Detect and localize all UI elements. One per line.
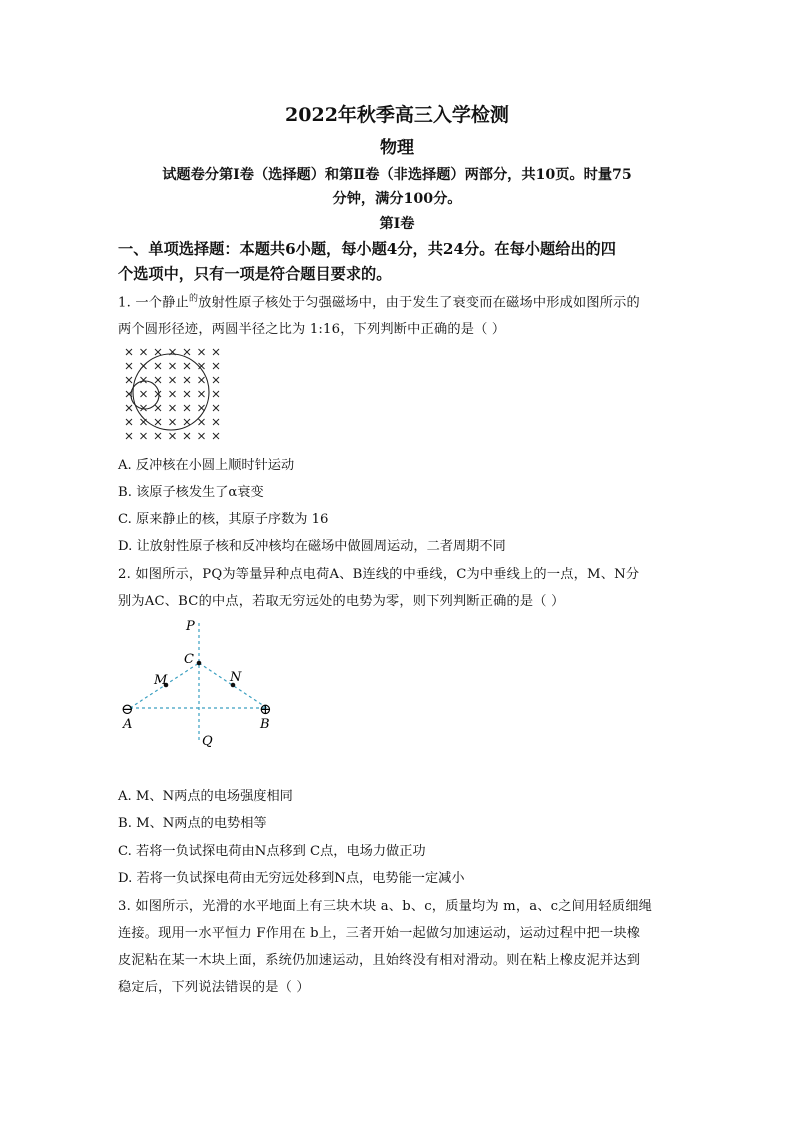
field-cross-mark xyxy=(184,419,190,425)
field-cross-mark xyxy=(213,349,219,355)
q1-magnetic-field-figure xyxy=(118,342,228,442)
q3-stem-line-1: 3. 如图所示，光滑的水平地面上有三块木块 a、b、c，质量均为 m，a、c之间用轻质细绳 xyxy=(118,899,652,914)
field-cross-mark xyxy=(170,405,176,411)
q2-option-c: C. 若将一负试探电荷由N点移到 C点，电场力做正功 xyxy=(118,844,426,859)
q1-option-d: D. 让放射性原子核和反冲核均在磁场中做圆周运动，二者周期不同 xyxy=(118,539,506,554)
field-cross-mark xyxy=(126,363,132,369)
field-cross-mark xyxy=(213,405,219,411)
q2-stem-line-1: 2. 如图所示，PQ为等量异种点电荷A、B连线的中垂线，C为中垂线上的一点，M、N分 xyxy=(118,567,640,582)
field-cross-mark xyxy=(184,377,190,383)
q2-option-b: B. M、N两点的电势相等 xyxy=(118,816,267,831)
label-q: Q xyxy=(202,734,213,749)
q3-stem-line-3: 皮泥粘在某一木块上面，系统仍加速运动，且始终没有相对滑动。则在粘上橡皮泥并达到 xyxy=(118,953,641,968)
field-cross-mark xyxy=(155,349,161,355)
field-cross-mark xyxy=(184,349,190,355)
field-cross-mark xyxy=(213,433,219,439)
field-cross-mark xyxy=(170,363,176,369)
q3-stem-line-2: 连接。现用一水平恒力 F作用在 b上，三者开始一起做匀加速运动，运动过程中把一块橡 xyxy=(118,926,641,941)
intro-line-1: 试题卷分第Ⅰ卷（选择题）和第Ⅱ卷（非选择题）两部分，共10页。时量75 xyxy=(162,167,632,183)
field-cross-mark xyxy=(141,349,147,355)
q2-option-a: A. M、N两点的电场强度相同 xyxy=(118,789,293,804)
q1-stem-rest: 放射性原子核处于匀强磁场中，由于发生了衰变而在磁场中形成如图所示的 xyxy=(198,295,640,311)
label-p: P xyxy=(186,619,195,634)
field-cross-mark xyxy=(213,363,219,369)
field-cross-mark xyxy=(170,433,176,439)
q2-charge-figure xyxy=(110,615,290,755)
field-cross-mark xyxy=(141,377,147,383)
field-cross-mark xyxy=(184,391,190,397)
field-cross-mark xyxy=(155,363,161,369)
positive-charge-b: ⊕ xyxy=(259,700,272,718)
label-m: M xyxy=(154,673,168,688)
label-n: N xyxy=(230,670,242,685)
label-a: A xyxy=(123,717,133,732)
q1-stem-line-1 xyxy=(118,291,678,310)
field-cross-mark xyxy=(199,377,205,383)
section-heading-line-2: 个选项中，只有一项是符合题目要求的。 xyxy=(118,265,392,283)
field-cross-mark xyxy=(126,419,132,425)
q1-option-c: C. 原来静止的核，其原子序数为 16 xyxy=(118,512,329,527)
field-cross-mark xyxy=(213,391,219,397)
q2-stem-line-2: 别为AC、BC的中点，若取无穷远处的电势为零，则下列判断正确的是（ ） xyxy=(118,594,565,609)
field-cross-mark xyxy=(213,377,219,383)
field-cross-mark xyxy=(170,419,176,425)
exam-title: 2022年秋季高三入学检测 xyxy=(285,104,509,126)
q1-stem-line-2: 两个圆形径迹，两圆半径之比为 1:16，下列判断中正确的是（ ） xyxy=(118,322,506,337)
field-cross-mark xyxy=(126,377,132,383)
q1-stem-start: 1. 一个静止 xyxy=(118,295,189,311)
q2-option-d: D. 若将一负试探电荷由无穷远处移到N点，电势能一定减小 xyxy=(118,871,465,886)
label-b: B xyxy=(260,717,270,732)
field-cross-mark xyxy=(141,433,147,439)
field-cross-mark xyxy=(199,391,205,397)
field-cross-mark xyxy=(184,405,190,411)
q3-stem-line-4: 稳定后，下列说法错误的是（ ） xyxy=(118,980,310,995)
negative-charge-a: ⊖ xyxy=(121,700,134,718)
point-c xyxy=(197,661,202,666)
q1-superscript: 的 xyxy=(188,294,199,304)
field-cross-mark xyxy=(155,377,161,383)
field-cross-mark xyxy=(126,433,132,439)
field-crosses xyxy=(126,349,219,439)
field-cross-mark xyxy=(126,349,132,355)
field-cross-mark xyxy=(199,419,205,425)
field-cross-mark xyxy=(213,419,219,425)
field-cross-mark xyxy=(155,433,161,439)
field-cross-mark xyxy=(155,391,161,397)
subject-title: 物理 xyxy=(380,138,414,158)
field-cross-mark xyxy=(199,405,205,411)
field-cross-mark xyxy=(141,391,147,397)
q1-option-b: B. 该原子核发生了α衰变 xyxy=(118,485,264,500)
intro-line-2: 分钟，满分100分。 xyxy=(332,191,462,207)
field-cross-mark xyxy=(170,377,176,383)
label-c: C xyxy=(184,652,194,667)
field-cross-mark xyxy=(199,349,205,355)
field-cross-mark xyxy=(155,405,161,411)
field-cross-mark xyxy=(184,433,190,439)
field-cross-mark xyxy=(170,391,176,397)
part-one-heading: 第Ⅰ卷 xyxy=(379,216,415,232)
field-cross-mark xyxy=(184,363,190,369)
field-cross-mark xyxy=(199,433,205,439)
section-heading-line-1: 一、单项选择题：本题共6小题，每小题4分，共24分。在每小题给出的四 xyxy=(118,240,616,258)
q1-option-a: A. 反冲核在小圆上顺时针运动 xyxy=(118,458,295,473)
field-cross-mark xyxy=(155,419,161,425)
field-cross-mark xyxy=(126,405,132,411)
